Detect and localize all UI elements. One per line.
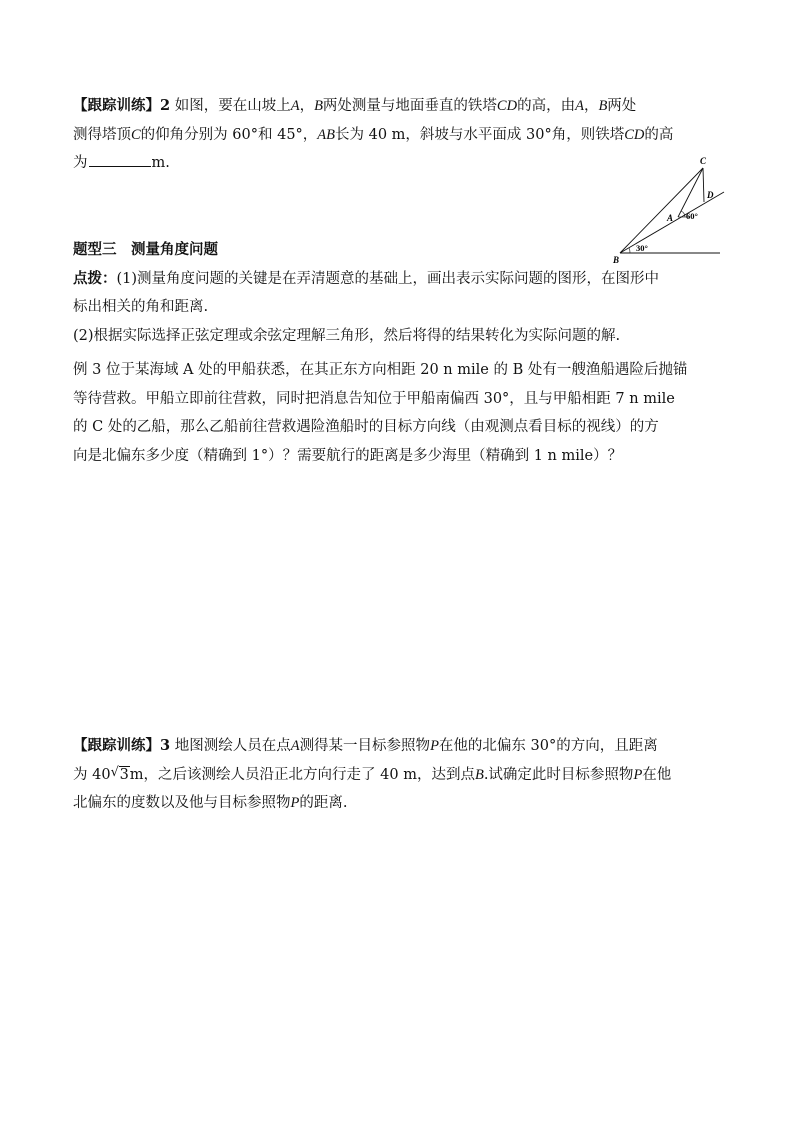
problem3-line3: 北偏东的度数以及他与目标参照物P的距离.	[73, 795, 348, 811]
label-a: A	[667, 213, 674, 223]
answer-blank	[89, 152, 151, 167]
problem2-line2: 测得塔顶C的仰角分别为 60°和 45°，AB长为 40 m，斜坡与水平面成 30°角，则铁塔CD的高	[73, 126, 674, 143]
tower-cd	[703, 168, 704, 202]
tip-label: 点拨：	[73, 269, 117, 287]
problem3-line1: 【跟踪训练】3 地图测绘人员在点A测得某一目标参照物P在他的北偏东 30°的方向，且距离	[73, 737, 658, 754]
problem3-label: 【跟踪训练】3	[73, 737, 171, 754]
problem2-line3: 为 m.	[73, 149, 725, 178]
tracking-exercise-3	[73, 732, 725, 818]
example3-line4: 向是北偏东多少度（精确到 1°）？需要航行的距离是多少海里（精确到 1 n mile）？	[73, 447, 623, 464]
label-c: C	[700, 156, 707, 166]
sqrt-symbol: √ 3	[110, 764, 129, 783]
label-b: B	[613, 255, 620, 265]
example3-line1: 例 3 位于某海域 A 处的甲船获悉，在其正东方向相距 20 n mile 的 B 处有一艘渔船遇险后抛锚	[73, 362, 688, 378]
section-3	[73, 236, 725, 350]
angle-30-label: 30°	[636, 243, 648, 253]
example3-line2: 等待营救。甲船立即前往营救，同时把消息告知位于甲船南偏西 30°，且与甲船相距 7 n mile	[73, 390, 675, 407]
tip1-line1: 点拨：(1)测量角度问题的关键是在弄清题意的基础上，画出表示实际问题的图形，在图形中	[73, 269, 660, 287]
label-d: D	[707, 190, 714, 200]
tip1-line2: 标出相关的角和距离.	[73, 299, 209, 315]
sight-line-a	[678, 168, 703, 217]
problem2-line1: 【跟踪训练】2 如图，要在山坡上A，B两处测量与地面垂直的铁塔CD的高，由A，B两处	[73, 97, 637, 114]
angle-60-label: 60°	[686, 211, 698, 221]
section3-title: 题型三 测量角度问题	[73, 241, 218, 258]
problem2-label: 【跟踪训练】2	[73, 97, 171, 114]
tip2-line: (2)根据实际选择正弦定理或余弦定理解三角形，然后将得的结果转化为实际问题的解.	[73, 327, 621, 344]
problem3-line2: 为 40 √ 3m，之后该测绘人员沿正北方向行走了 40 m，达到点B.试确定此时目标参照物P在他	[73, 761, 725, 790]
example-3	[73, 356, 725, 470]
example3-line3: 的 C 处的乙船，那么乙船前往营救遇险渔船时的目标方向线（由观测点看目标的视线）的方	[73, 419, 659, 435]
